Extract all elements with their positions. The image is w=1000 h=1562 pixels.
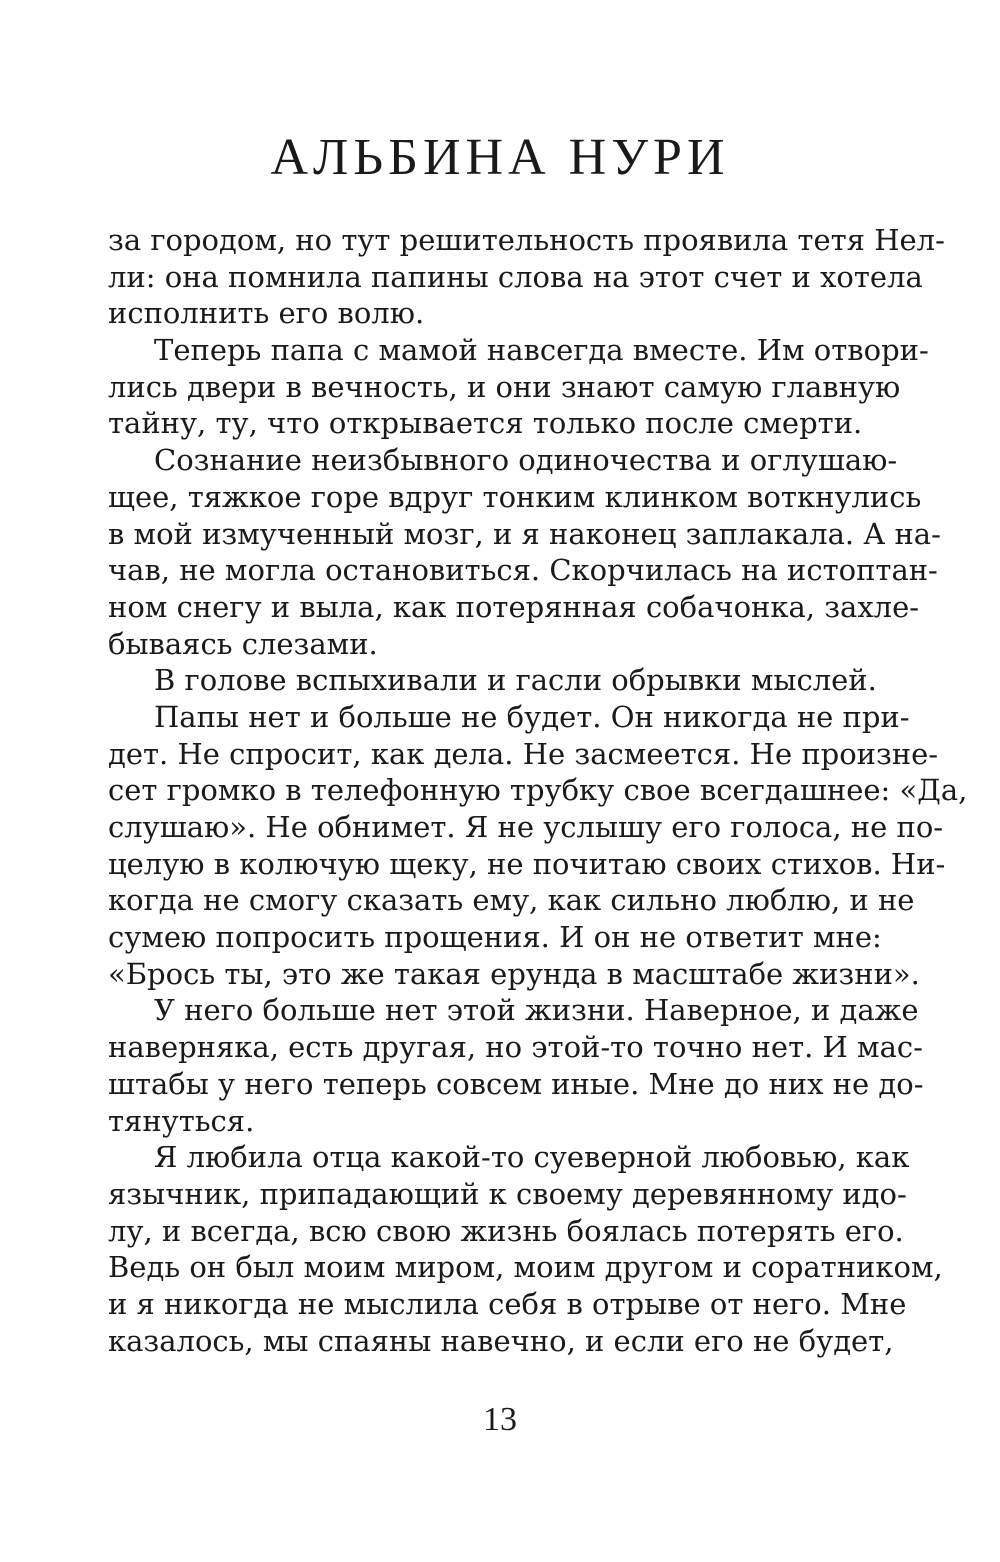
text-line: наверняка, есть другая, но этой-то точно нет. И мас-	[108, 1030, 923, 1065]
text-line: Сознание неизбывного одиночества и оглушаю-	[154, 443, 898, 478]
text-line: сет громко в телефонную трубку свое всегдашнее: «Да,	[108, 773, 968, 808]
text-line: щее, тяжкое горе вдруг тонким клинком воткнулись	[108, 479, 922, 514]
running-head: АЛЬБИНА НУРИ	[270, 129, 730, 186]
text-line: «Брось ты, это же такая ерунда в масштабе жизни».	[108, 956, 920, 991]
text-line: целую в колючую щеку, не почитаю своих стихов. Ни-	[108, 846, 946, 881]
text-line: и я никогда не мыслила себя в отрыве от него. Мне	[108, 1286, 907, 1321]
text-line: штабы у него теперь совсем иные. Мне до них не до-	[108, 1066, 924, 1101]
text-line: Я любила отца какой-то суеверной любовью, как	[154, 1140, 910, 1175]
text-line: исполнить его волю.	[108, 296, 425, 331]
text-line: казалось, мы спаяны навечно, и если его не будет,	[108, 1323, 894, 1358]
text-line: Теперь папа с мамой навсегда вместе. Им отвори-	[154, 333, 929, 368]
text-line: Ведь он был моим миром, моим другом и соратником,	[108, 1250, 943, 1285]
text-line: Папы нет и больше не будет. Он никогда не при-	[154, 699, 910, 734]
text-line: ли: она помнила папины слова на этот счет и хотела	[108, 259, 923, 294]
text-line: лу, и всегда, всю свою жизнь боялась потерять его.	[108, 1213, 904, 1248]
text-line: В голове вспыхивали и гасли обрывки мыслей.	[154, 663, 877, 698]
text-line: ном снегу и выла, как потерянная собачонка, захле-	[108, 589, 920, 624]
text-line: дет. Не спросит, как дела. Не засмеется. Не произне-	[108, 736, 939, 771]
text-line: лись двери в вечность, и они знают самую главную	[108, 369, 901, 404]
text-line: слушаю». Не обнимет. Я не услышу его голоса, не по-	[108, 810, 944, 844]
text-line: когда не смогу сказать ему, как сильно люблю, и не	[108, 883, 915, 918]
text-line: сумею попросить прощения. И он не ответит мне:	[108, 920, 882, 955]
page-number: 13	[483, 1401, 517, 1438]
body-text	[108, 222, 968, 1359]
text-line: бываясь слезами.	[108, 626, 378, 661]
text-line: в мой измученный мозг, и я наконец заплакала. А на-	[108, 516, 941, 551]
text-line: тянуться.	[108, 1103, 255, 1138]
text-line: чав, не могла остановиться. Скорчилась на истоптан-	[108, 553, 938, 588]
text-line: язычник, припадающий к своему деревянному идо-	[108, 1176, 907, 1211]
text-line: тайну, ту, что открывается только после смерти.	[108, 406, 863, 441]
text-line: за городом, но тут решительность проявила тетя Нел-	[108, 223, 945, 257]
text-line: У него больше нет этой жизни. Наверное, и даже	[154, 993, 919, 1028]
